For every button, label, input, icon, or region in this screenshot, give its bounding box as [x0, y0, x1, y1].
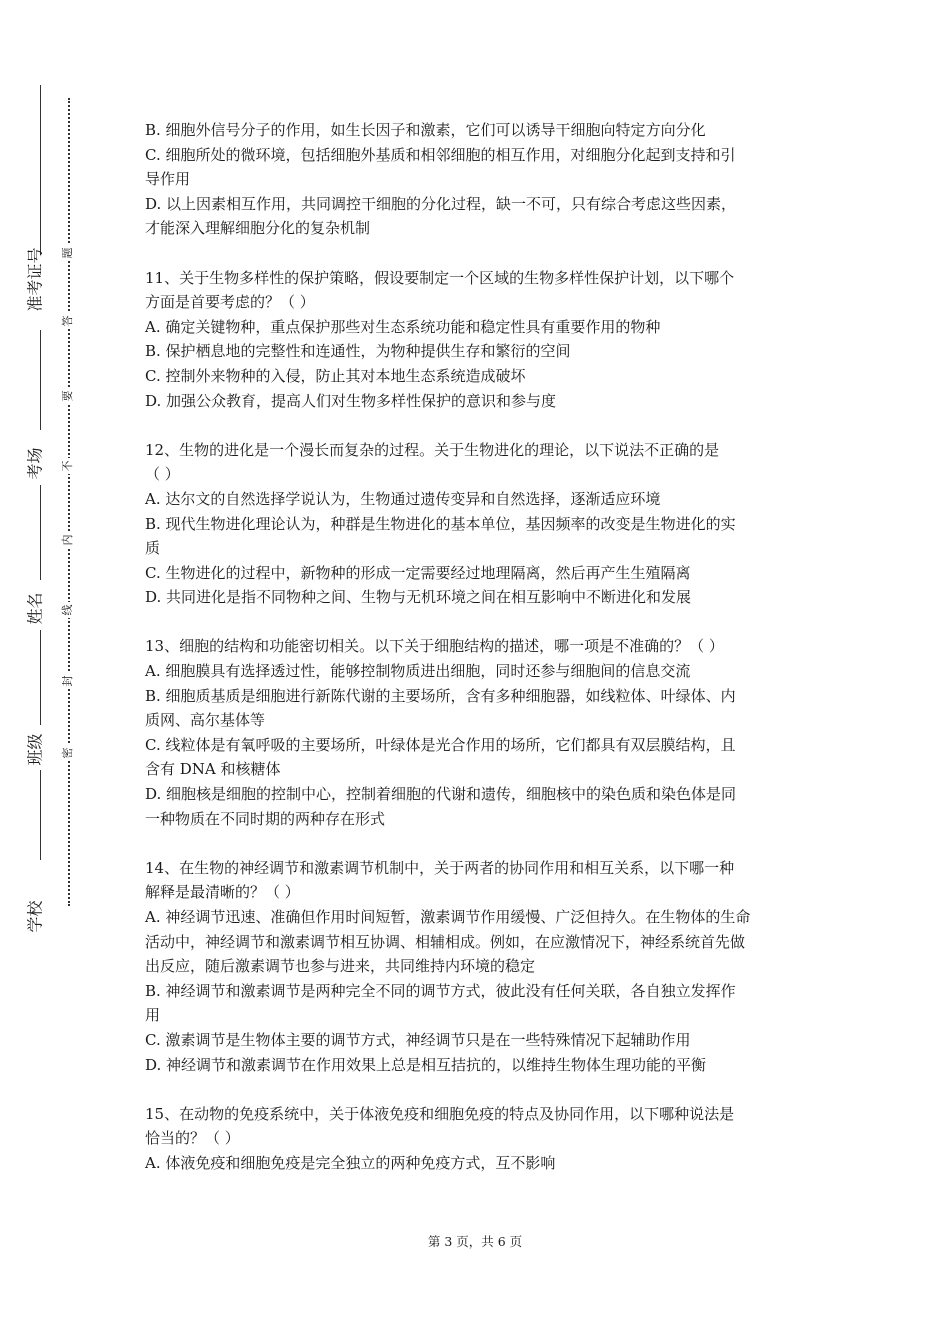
question-content: [145, 118, 810, 1176]
text-line: 才能深入理解细胞分化的复杂机制: [145, 219, 371, 238]
name-label: 姓名: [25, 592, 45, 625]
option-line: B. 神经调节和激素调节是两种完全不同的调节方式，彼此没有任何关联，各自独立发挥作: [145, 981, 736, 1000]
option-line: A. 神经调节迅速、准确但作用时间短暂，激素调节作用缓慢、广泛但持久。在生物体的生命: [145, 908, 751, 926]
option-line: 质: [145, 539, 161, 558]
seal-char: 题: [60, 245, 76, 261]
class-label: 班级: [25, 733, 45, 766]
option-line: D. 神经调节和激素调节在作用效果上总是相互拮抗的，以维持生物体生理功能的平衡: [145, 1055, 707, 1074]
option-line: D. 加强公众教育，提高人们对生物多样性保护的意识和参与度: [145, 391, 557, 410]
question-11-stem: 11、关于生物多样性的保护策略，假设要制定一个区域的生物多样性保护计划，以下哪个: [145, 268, 735, 287]
binding-margin: [0, 0, 74, 1344]
margin-line: [40, 630, 41, 725]
margin-line: [40, 330, 41, 430]
school-label: 学校: [25, 900, 45, 933]
question-15-stem: 恰当的？（ ）: [145, 1129, 240, 1148]
option-line: A. 细胞膜具有选择透过性，能够控制物质进出细胞，同时还参与细胞间的信息交流: [145, 662, 691, 681]
exam-number-label: 准考证号: [25, 247, 45, 312]
seal-char: 内: [60, 532, 76, 548]
margin-line: [40, 85, 41, 255]
question-14-stem: 14、在生物的神经调节和激素调节机制中，关于两者的协同作用和相互关系，以下哪一种: [145, 858, 735, 877]
text-line: 导作用: [145, 170, 191, 189]
option-line: C. 控制外来物种的入侵，防止其对本地生态系统造成破坏: [145, 366, 526, 385]
seal-char: 不: [60, 458, 76, 474]
spacer: [145, 610, 810, 635]
option-line: A. 达尔文的自然选择学说认为，生物通过遗传变异和自然选择，逐渐适应环境: [145, 489, 661, 508]
option-line: 质网、高尔基体等: [145, 711, 266, 730]
spacer: [145, 241, 810, 266]
option-line: 用: [145, 1006, 161, 1025]
option-line: D. 共同进化是指不同物种之间、生物与无机环境之间在相互影响中不断进化和发展: [145, 588, 692, 607]
margin-line: [40, 770, 41, 860]
option-line: C. 激素调节是生物体主要的调节方式，神经调节只是在一些特殊情况下起辅助作用: [145, 1030, 691, 1049]
option-line: C. 线粒体是有氧呼吸的主要场所，叶绿体是光合作用的场所，它们都具有双层膜结构，且: [145, 735, 736, 754]
option-line: 出反应，随后激素调节也参与进来，共同维持内环境的稳定: [145, 957, 536, 976]
margin-line: [40, 485, 41, 580]
option-line: 一种物质在不同时期的两种存在形式: [145, 809, 386, 828]
question-13-stem: 13、细胞的结构和功能密切相关。以下关于细胞结构的描述，哪一项是不准确的？（ ）: [145, 637, 724, 656]
seal-dotted-line: [68, 98, 70, 906]
option-line: 含有 DNA 和核糖体: [145, 760, 281, 779]
question-12-stem: （ ）: [145, 465, 180, 484]
question-14-stem: 解释是最清晰的？（ ）: [145, 883, 300, 902]
text-line: C. 细胞所处的微环境，包括细胞外基质和相邻细胞的相互作用，对细胞分化起到支持和引: [145, 145, 736, 164]
spacer: [145, 831, 810, 856]
option-line: 活动中，神经调节和激素调节相互协调、相辅相成。例如，在应激情况下，神经系统首先做: [145, 932, 746, 951]
exam-room-label: 考场: [25, 447, 45, 480]
spacer: [145, 1077, 810, 1102]
page-number: 第 3 页，共 6 页: [427, 1234, 523, 1249]
seal-char: 答: [60, 313, 76, 329]
spacer: [145, 413, 810, 438]
option-line: B. 现代生物进化理论认为，种群是生物进化的基本单位，基因频率的改变是生物进化的实: [145, 514, 736, 533]
option-line: B. 细胞质基质是细胞进行新陈代谢的主要场所，含有多种细胞器，如线粒体、叶绿体、内: [145, 686, 736, 705]
seal-char: 要: [60, 388, 76, 404]
question-12-stem: 12、生物的进化是一个漫长而复杂的过程。关于生物进化的理论，以下说法不正确的是: [145, 440, 720, 459]
text-line: D. 以上因素相互作用，共同调控干细胞的分化过程，缺一不可，只有综合考虑这些因素，: [145, 194, 737, 213]
seal-char: 线: [60, 602, 76, 618]
option-line: A. 确定关键物种，重点保护那些对生态系统功能和稳定性具有重要作用的物种: [145, 317, 661, 336]
seal-char: 封: [60, 673, 76, 689]
text-line: B. 细胞外信号分子的作用，如生长因子和激素，它们可以诱导干细胞向特定方向分化: [145, 121, 706, 139]
seal-char: 密: [60, 745, 76, 761]
option-line: C. 生物进化的过程中，新物种的形成一定需要经过地理隔离，然后再产生生殖隔离: [145, 563, 691, 582]
question-11-stem: 方面是首要考虑的？（ ）: [145, 293, 315, 312]
option-line: A. 体液免疫和细胞免疫是完全独立的两种免疫方式，互不影响: [145, 1153, 556, 1172]
option-line: B. 保护栖息地的完整性和连通性，为物种提供生存和繁衍的空间: [145, 342, 571, 361]
option-line: D. 细胞核是细胞的控制中心，控制着细胞的代谢和遗传，细胞核中的染色质和染色体是同: [145, 785, 737, 804]
question-15-stem: 15、在动物的免疫系统中，关于体液免疫和细胞免疫的特点及协同作用，以下哪种说法是: [145, 1104, 735, 1123]
